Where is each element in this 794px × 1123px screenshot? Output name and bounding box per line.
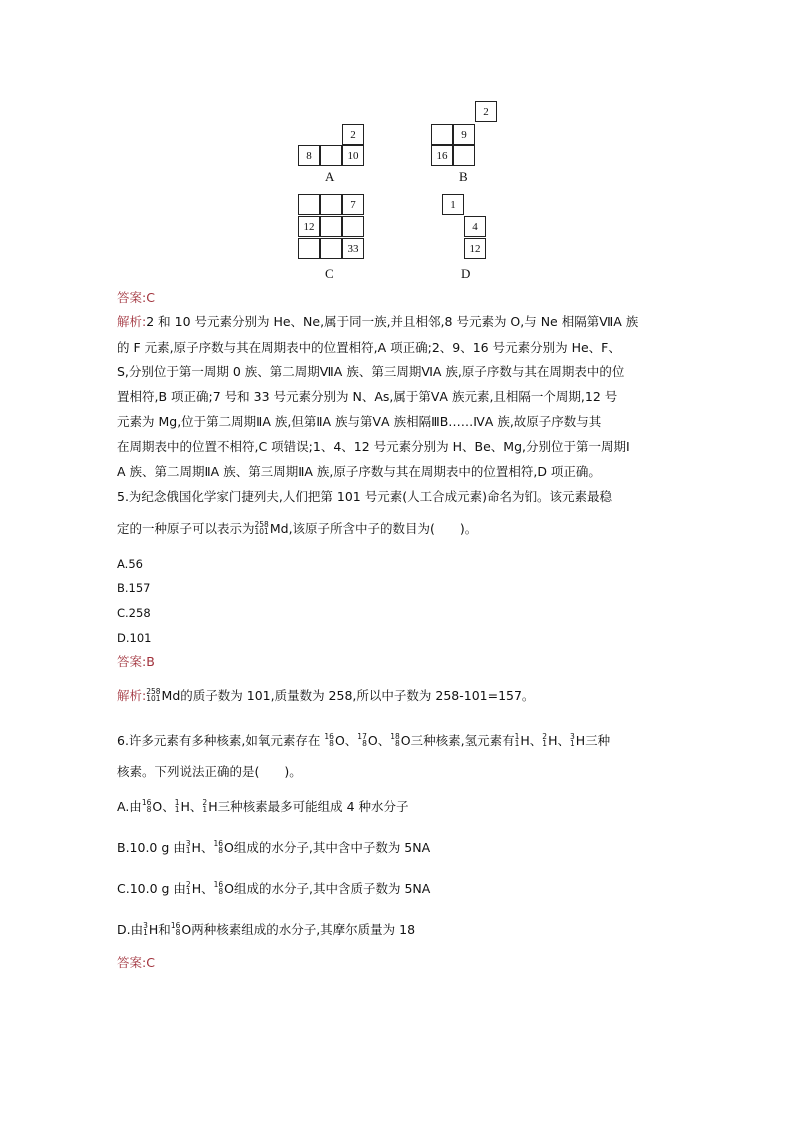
option-c: C.258 [117,606,151,620]
analysis-text: 的质子数为 101,质量数为 258,所以中子数为 258-101=157。 [180,688,535,703]
isotope: 2 1 H [542,732,558,748]
q4-answer: 答案:C [117,290,155,305]
cell: 10 [342,145,364,166]
isotope: 3 1 H [569,732,586,748]
isotope: 16 8 O [213,880,235,896]
cell [342,216,364,237]
cell: 2 [342,124,364,145]
atomic-number: 101 [254,527,269,536]
cell: 12 [464,238,486,259]
cell: 16 [431,145,453,166]
figure-label: C [325,266,334,281]
isotope-md [255,521,289,537]
figure-label: B [459,169,468,184]
cell: 2 [475,101,497,122]
cell [298,238,320,259]
stem-text: 6.许多元素有多种核素,如氧元素存在 [117,733,321,748]
cell [453,145,475,166]
option-d: D.101 [117,631,152,645]
stem-text: 三种核素,氢元素有 [410,733,515,748]
isotope: 17 8 O [357,732,378,748]
stem-text: 定的一种原子可以表示为 [117,521,255,536]
q6-answer: 答案:C [117,955,155,970]
option-b: B.10.0 g 由 3 1 H、 16 8 O组成的水分子,其中含中子数为 5NA [117,839,431,855]
q4-analysis-line: 的 F 元素,原子序数与其在周期表中的位置相符,A 项正确;2、9、16 号元素分别为 He、F、 [117,340,621,355]
cell: 12 [298,216,320,237]
isotope: 16 8 O [324,732,345,748]
cell [320,194,342,215]
q4-analysis-line: 置相符,B 项正确;7 号和 33 号元素分别为 N、As,属于第ⅤA 族元素,且相隔一个周期,12 号 [117,389,618,404]
q5-answer: 答案:B [117,654,155,669]
option-a: A.56 [117,557,143,571]
stem-text: ,该原子所含中子的数目为( )。 [288,521,478,536]
element-symbol: Md [269,521,289,536]
isotope: 3 1 H [143,921,159,937]
cell: 7 [342,194,364,215]
q5-stem-line [117,521,477,537]
isotope: 2 1 H [202,798,218,814]
q5-stem-line: 5.为纪念俄国化学家门捷列夫,人们把第 101 号元素(人工合成元素)命名为钔。该元素最稳 [117,489,612,504]
cell [431,124,453,145]
analysis-label: 解析: [117,688,147,703]
figure-label: A [325,169,335,184]
isotope: 16 8 O [141,798,163,814]
isotope: 3 1 H [185,839,201,855]
cell [320,238,342,259]
cell [320,216,342,237]
cell: 4 [464,216,486,237]
cell: 33 [342,238,364,259]
isotope: 2 1 H [185,880,202,896]
isotope-md [146,688,180,704]
stem-text: 三种 [585,733,611,748]
q4-analysis-line: A 族、第二周期ⅡA 族、第三周期ⅡA 族,原子序数与其在周期表中的位置相符,D 项正确。 [117,464,601,479]
option-a: A.由 16 8 O、 1 1 H、 2 1 H三种核素最多可能组成 4 种水分子 [117,798,409,814]
q6-stem-line: 核素。下列说法正确的是( )。 [117,764,302,779]
q4-analysis-line: 在周期表中的位置不相符,C 项错误;1、4、12 号元素分别为 H、Be、Mg,分别位于第一周期Ⅰ [117,439,630,454]
q5-analysis [117,688,534,704]
q4-analysis-line [117,314,638,330]
isotope: 16 8 O [213,839,234,855]
mass-number: 258 [254,520,269,529]
option-b: B.157 [117,581,151,595]
q6-stem-line: 6.许多元素有多种核素,如氧元素存在 16 8 O、 17 8 O、 18 8 O三种核素,氢元素有 1 1 H、 2 1 H、 3 1 H三种 [117,732,611,748]
cell: 9 [453,124,475,145]
isotope: 16 8 O [170,921,192,937]
q4-analysis-line: 元素为 Mg,位于第二周期ⅡA 族,但第ⅡA 族与第ⅤA 族相隔ⅢB……ⅣA 族,故原子序数与其 [117,414,602,429]
option-d: D.由 3 1 H和 16 8 O两种核素组成的水分子,其摩尔质量为 18 [117,921,416,937]
cell [298,194,320,215]
option-c: C.10.0 g 由 2 1 H、 16 8 O组成的水分子,其中含质子数为 5NA [117,880,431,896]
cell: 8 [298,145,320,166]
isotope: 18 8 O [390,732,411,748]
element-symbol: Md [161,688,181,703]
cell: 1 [442,194,464,215]
figure-label: D [461,266,471,281]
isotope: 1 1 H [174,798,190,814]
q4-analysis-line: S,分别位于第一周期 0 族、第二周期ⅦA 族、第三周期ⅥA 族,原子序数与其在周期表中的位 [117,364,625,379]
atomic-number: 101 [146,694,161,703]
mass-number: 258 [146,687,161,696]
cell [320,145,342,166]
isotope: 1 1 H [514,732,530,748]
analysis-text: 2 和 10 号元素分别为 He、Ne,属于同一族,并且相邻,8 号元素为 O,与 Ne 相隔第ⅦA 族 [146,314,639,329]
analysis-label: 解析: [117,314,147,329]
